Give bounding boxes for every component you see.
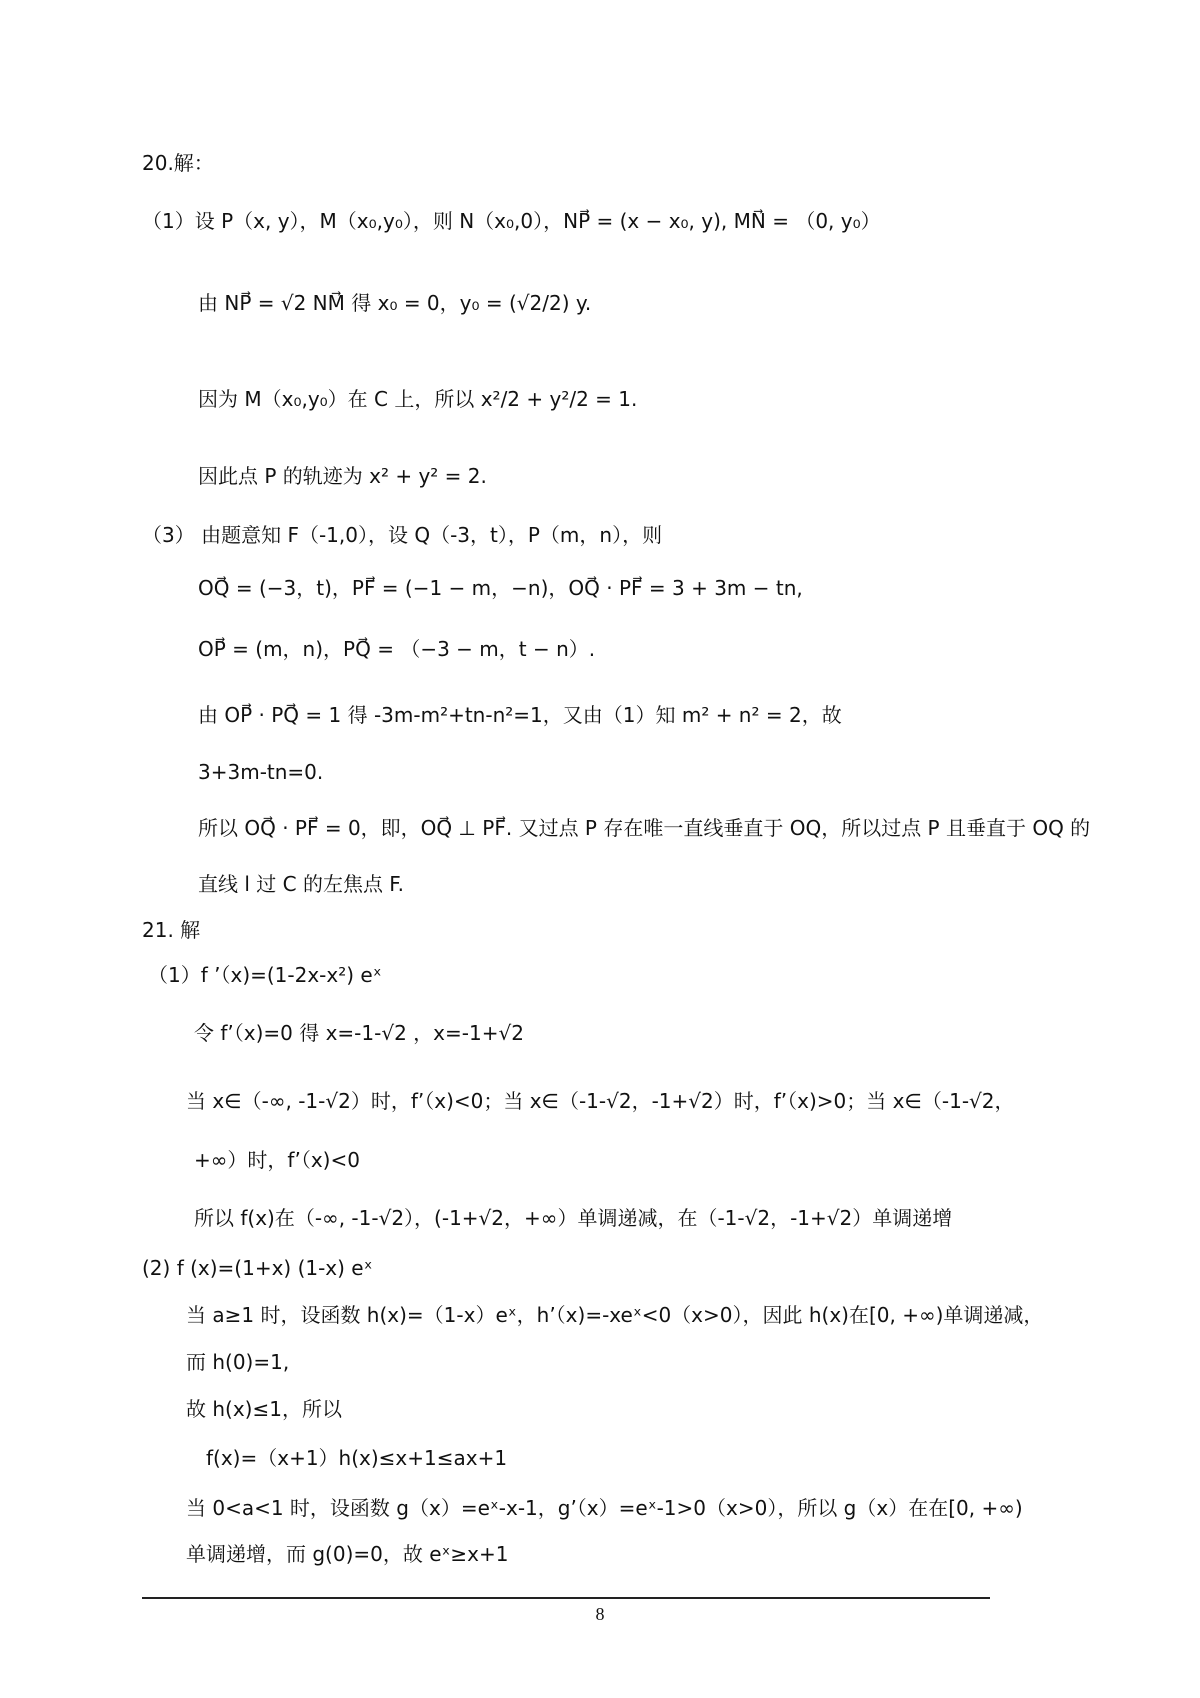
text-line: 由 OP⃗ · PQ⃗ = 1 得 -3m-m²+tn-n²=1，又由（1）知 m² + n² = 2，故 xyxy=(198,703,842,727)
text-line: 因此点 P 的轨迹为 x² + y² = 2. xyxy=(198,464,487,488)
text-line: 单调递增，而 g(0)=0，故 eˣ≥x+1 xyxy=(186,1542,509,1566)
text-line: 当 a≥1 时，设函数 h(x)=（1-x）eˣ，h’（x)=-xeˣ<0（x>0），因此 h(x)在[0, +∞)单调递减， xyxy=(186,1303,1044,1327)
text-line: （1）f ’（x)=(1-2x-x²) eˣ xyxy=(148,963,382,987)
text-line: 因为 M（x₀,y₀）在 C 上，所以 x²/2 + y²/2 = 1. xyxy=(198,387,638,411)
text-line: 而 h(0)=1, xyxy=(186,1350,290,1374)
text-line: （3） 由题意知 F（-1,0），设 Q（-3，t），P（m，n），则 xyxy=(142,523,663,547)
footer-divider xyxy=(142,1597,990,1599)
text-line: OQ⃗ = (−3，t)，PF⃗ = (−1 − m，−n)，OQ⃗ · PF⃗ = 3 + 3m − tn, xyxy=(198,576,803,600)
text-line: 所以 OQ⃗ · PF⃗ = 0，即，OQ⃗ ⊥ PF⃗. 又过点 P 存在唯一直线垂直于 OQ，所以过点 P 且垂直于 OQ 的 xyxy=(198,816,1091,840)
text-line: 3+3m-tn=0. xyxy=(198,760,324,784)
text-line: OP⃗ = (m，n)，PQ⃗ = （−3 − m，t − n）. xyxy=(198,637,596,661)
text-line: (2) f (x)=(1+x) (1-x) eˣ xyxy=(142,1256,373,1280)
problem-20-heading: 20.解： xyxy=(142,151,214,175)
text-line: （1）设 P（x, y），M（x₀,y₀），则 N（x₀,0），NP⃗ = (x − x₀, y), MN⃗ = （0, y₀） xyxy=(142,209,881,233)
text-line: 由 NP⃗ = √2 NM⃗ 得 x₀ = 0，y₀ = (√2/2) y. xyxy=(198,291,592,315)
text-line: f(x)=（x+1）h(x)≤x+1≤ax+1 xyxy=(206,1446,508,1470)
text-line: 所以 f(x)在（-∞, -1-√2），(-1+√2，+∞）单调递减，在（-1-√2，-1+√2）单调递增 xyxy=(194,1206,953,1230)
text-line: 令 f’（x)=0 得 x=-1-√2 ，x=-1+√2 xyxy=(194,1021,524,1045)
text-line: 当 0<a<1 时，设函数 g（x）=eˣ-x-1，g’（x）=eˣ-1>0（x>0），所以 g（x）在在[0, +∞) xyxy=(186,1496,1023,1520)
text-line: 直线 l 过 C 的左焦点 F. xyxy=(198,872,404,896)
text-line: +∞）时，f’（x)<0 xyxy=(194,1148,360,1172)
text-line: 当 x∈（-∞, -1-√2）时，f’（x)<0；当 x∈（-1-√2，-1+√2）时，f’（x)>0；当 x∈（-1-√2， xyxy=(186,1089,1015,1113)
page-number: 8 xyxy=(595,1604,605,1624)
text-line: 故 h(x)≤1，所以 xyxy=(186,1397,342,1421)
problem-21-heading: 21. 解 xyxy=(142,918,201,942)
